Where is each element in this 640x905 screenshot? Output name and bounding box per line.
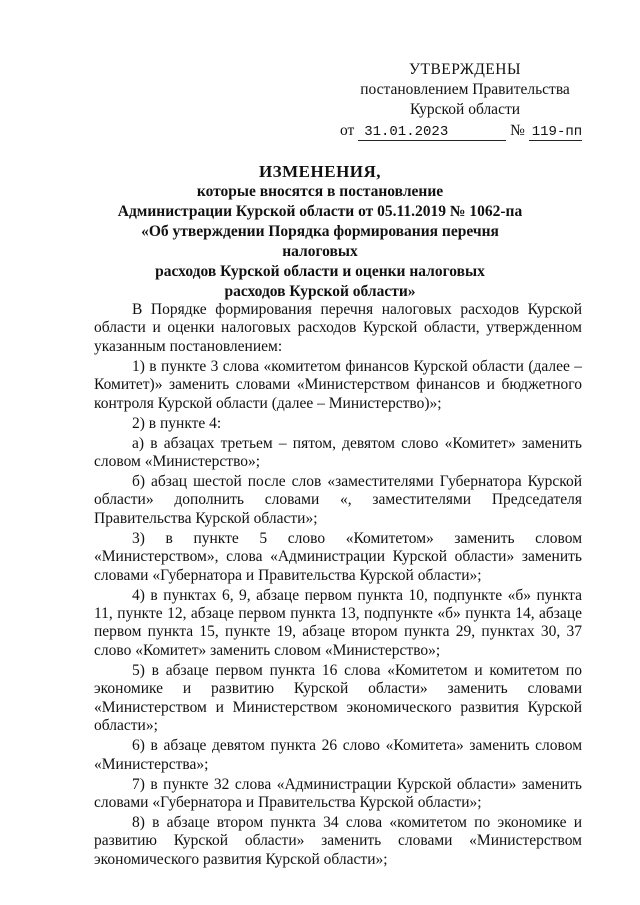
title-main: ИЗМЕНЕНИЯ, [258, 162, 382, 181]
paragraph-item-2b: б) абзац шестой после слов «заместителями Губернатора Курской области» дополнить словами «, заместителями Председателя Правительства Курской области»; [94, 473, 582, 527]
approved-heading: УТВЕРЖДЕНЫ [409, 61, 521, 78]
paragraph-item-7: 7) в пункте 32 слова «Администрации Курской области» заменить словами «Губернатора и Правительства Курской области»; [94, 775, 582, 811]
paragraph-item-8: 8) в абзаце втором пункта 34 слова «комитетом по экономике и развитию Курской области» заменить словами «Министерством экономического развития Курской области»; [94, 813, 582, 868]
paragraph-item-3: 3) в пункте 5 слово «Комитетом» заменить словом «Министерством», слова «Администрации Курской области» заменить словами «Губернатора и Правительства Курской области»; [94, 529, 582, 584]
paragraph-item-5: 5) в абзаце первом пункта 16 слова «Комитетом и комитетом по экономике и развитию Курской области» заменить словами «Министерством и Министерством экономического развития Курской области»; [94, 661, 582, 735]
document-body [94, 301, 582, 871]
paragraph-item-2a: а) в абзацах третьем – пятом, девятом слово «Комитет» заменить словом «Министерство»; [94, 434, 582, 471]
number-prefix: № [510, 122, 525, 139]
approved-region-line: Курской области [409, 101, 521, 118]
paragraph-item-4: 4) в пунктах 6, 9, абзаце первом пункта 10, подпункте «б» пункта 11, пункте 12, абзаце первом пункта 13, подпункте «б» пункта 14, абзаце первом пункта 15, пункте 19, абзаце втором пункта 29, пунктах 30, 37 слово «Комитет» заменить словом «Министерство»; [94, 586, 582, 659]
paragraph-item-1: 1) в пункте 3 слова «комитетом финансов Курской области (далее – Комитет)» заменить словами «Министерством финансов и бюджетного контроля Курской области (далее – Министерство)»; [94, 357, 582, 412]
approval-number: 119-пп [529, 124, 582, 141]
title-line-1: которые вносятся в постановление [196, 183, 444, 200]
title-line-4: расходов Курской области и оценки налоговых [155, 263, 485, 280]
approval-date-line [340, 121, 590, 141]
title-line-2: Администрации Курской области от 05.11.2019 № 1062-па [117, 203, 523, 220]
approval-stamp [340, 60, 590, 141]
paragraph-intro: В Порядке формирования перечня налоговых расходов Курской области и оценки налоговых расходов Курской области, утвержденном указанным постановлением: [94, 301, 582, 355]
document-title [110, 162, 530, 302]
paragraph-item-6: 6) в абзаце девятом пункта 26 слово «Комитета» заменить словом «Министерства»; [94, 737, 582, 773]
date-prefix: от [340, 122, 355, 139]
paragraph-item-2: 2) в пункте 4: [132, 414, 222, 432]
title-line-3: «Об утверждении Порядка формирования перечня налоговых [141, 223, 499, 260]
approval-date: 31.01.2023 [358, 124, 506, 141]
title-line-5: расходов Курской области» [224, 283, 416, 300]
approved-by-line: постановлением Правительства [360, 81, 570, 98]
